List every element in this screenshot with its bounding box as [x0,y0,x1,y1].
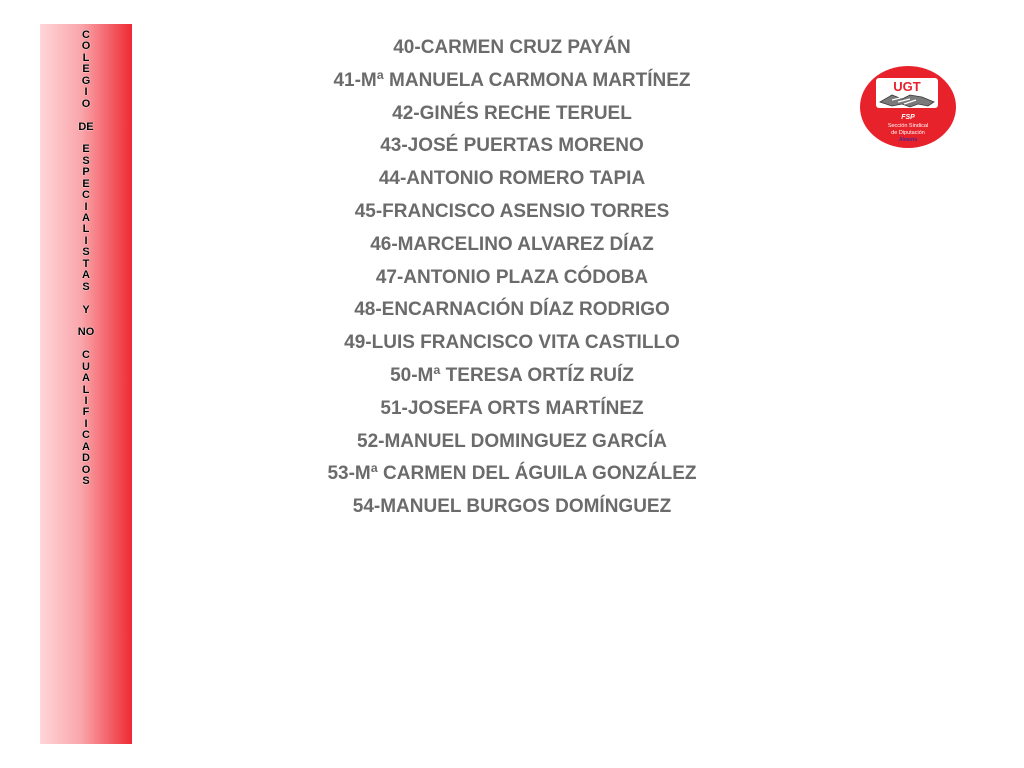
vertical-letter: P [82,166,90,179]
vertical-letter: A [82,269,90,282]
vertical-letter: E [82,143,90,156]
vertical-letter: S [82,475,90,488]
vertical-letter: L [82,51,90,64]
vertical-letter: O [81,40,91,53]
vertical-letter: A [82,372,90,385]
ugt-handshake-logo-icon [858,64,958,150]
vertical-letter: E [82,63,90,76]
vertical-letter: C [82,429,90,442]
list-item: 41-Mª MANUELA CARMONA MARTÍNEZ [333,69,691,91]
vertical-letter: T [82,257,90,270]
vertical-word: Y [82,303,90,316]
list-item: 40-CARMEN CRUZ PAYÁN [393,37,631,58]
vertical-letter: A [82,440,90,453]
list-item: 46-MARCELINO ALVAREZ DÍAZ [370,233,654,255]
vertical-letter: I [84,200,88,213]
vertical-letter: I [84,86,88,99]
logo-fsp-text: FSP [901,114,915,121]
vertical-letter: L [82,223,90,236]
vertical-letter: C [82,29,90,41]
vertical-letter: I [84,395,88,407]
vertical-letter: C [82,349,90,362]
list-item: 53-Mª CARMEN DEL ÁGUILA GONZÁLEZ [327,463,697,485]
vertical-letter: O [81,463,91,476]
list-item: 52-MANUEL DOMINGUEZ GARCÍA [357,430,667,452]
vertical-letter: D [82,452,90,465]
vertical-letter: I [84,234,88,247]
list-item: 45-FRANCISCO ASENSIO TORRES [354,200,670,222]
vertical-letter: C [82,189,90,202]
logo-wordmark: UGT [893,79,921,94]
list-item: 51-JOSEFA ORTS MARTÍNEZ [380,397,644,419]
vertical-word: DE [78,120,94,133]
vertical-word: NO [77,326,95,339]
vertical-title-band [40,24,132,744]
vertical-letter: S [82,154,90,167]
list-item: 54-MANUEL BURGOS DOMÍNGUEZ [352,496,672,518]
vertical-title-text [40,30,132,488]
list-item: 47-ANTONIO PLAZA CÓDOBA [375,266,649,288]
vertical-letter: F [82,406,90,419]
list-item: 42-GINÉS RECHE TERUEL [392,102,632,124]
logo-diputacion-text: de Diputación [891,130,925,136]
vertical-letter: A [82,212,90,224]
logo-section-text: Sección Sindical [887,123,929,129]
vertical-letter: O [81,97,91,110]
vertical-letter: E [82,177,90,190]
list-item: 48-ENCARNACIÓN DÍAZ RODRIGO [354,299,670,321]
vertical-letter: S [82,246,90,259]
vertical-letter: G [81,74,91,87]
vertical-letter: U [82,360,90,373]
list-item: 43-JOSÉ PUERTAS MORENO [380,135,644,157]
list-item: 44-ANTONIO ROMERO TAPIA [378,168,646,190]
list-item: 50-Mª TERESA ORTÍZ RUÍZ [390,364,634,386]
vertical-letter: L [82,383,90,396]
vertical-letter: S [82,280,90,293]
logo-almeria-text: Almería [898,137,918,143]
ugt-logo [858,64,958,150]
list-item: 49-LUIS FRANCISCO VITA CASTILLO [344,332,680,354]
vertical-letter: I [84,417,88,430]
member-name-list [300,32,724,524]
